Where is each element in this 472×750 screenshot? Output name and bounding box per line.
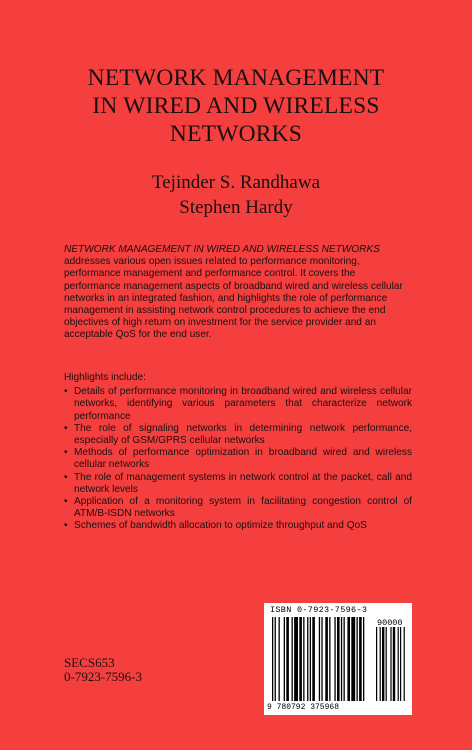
title-line: IN WIRED AND WIRELESS — [92, 93, 380, 119]
barcode-bar — [284, 617, 285, 701]
list-item-text: Application of a monitoring system in facilitating congestion control of ATM/B-ISDN networks — [74, 496, 412, 520]
barcode-isbn-text — [270, 605, 406, 615]
bullet-icon: • — [64, 496, 68, 508]
bullet-icon: • — [64, 520, 68, 532]
isbn-code: 0-7923-7596-3 — [64, 669, 142, 684]
addon-bar — [393, 627, 395, 701]
barcode-label — [264, 603, 412, 715]
list-item-text: Details of performance monitoring in broadband wired and wireless cellular networks, identifying various parameters that characterize network performance — [74, 386, 412, 422]
barcode-bar — [357, 617, 358, 701]
barcode-bar — [337, 617, 340, 701]
barcode-bar — [286, 617, 289, 701]
barcode-graphic — [264, 603, 412, 715]
list-item-text: The role of management systems in network control at the packet, call and network levels — [74, 471, 412, 495]
addon-bar — [380, 627, 381, 701]
barcode-bar — [310, 617, 311, 701]
barcode-bar — [341, 617, 342, 701]
bullet-icon: • — [64, 386, 68, 398]
highlights-heading: Highlights include: — [64, 372, 146, 383]
barcode-bar — [319, 617, 320, 701]
barcode-bar — [329, 617, 330, 701]
list-item — [64, 386, 412, 423]
title-line: NETWORKS — [169, 121, 303, 147]
barcode-bar — [334, 617, 335, 701]
barcode-isbn: ISBN 0-7923-7596-3 — [270, 605, 368, 615]
price-code: 90000 — [377, 618, 403, 628]
barcode-bar — [347, 617, 350, 701]
list-item-text: The role of signaling networks in determining network performance, especially of GSM/GPRS cellular networks — [74, 422, 412, 447]
addon-bar — [404, 627, 405, 701]
addon-bar — [390, 627, 391, 701]
barcode-bar — [299, 617, 302, 701]
barcode-bar — [294, 617, 298, 701]
barcode-bar — [351, 617, 355, 701]
barcode-bar — [272, 617, 273, 701]
bullet-icon: • — [64, 422, 68, 434]
description-body: addresses various open issues related to performance monitoring, performance management and performance control. It covers the performance management aspects of broadband wired and wireless cellular networks in an integrated fashion, and highlights the role of performance management in assisting network control procedures to achieve the end objectives of high return on investment for the service provider and an acceptable QoS for the end user. — [64, 256, 403, 341]
barcode-ean-text: 9 780792 375968 — [267, 703, 340, 712]
barcode-bar — [325, 617, 328, 701]
list-item — [64, 423, 412, 447]
title-line: NETWORK MANAGEMENT — [87, 65, 385, 91]
barcode-bar — [321, 617, 322, 701]
author-name: Tejinder S. Randhawa — [151, 172, 321, 193]
barcode-bar — [312, 617, 315, 701]
list-item-text: Methods of performance optimization in broadband wired and wireless cellular networks — [74, 447, 412, 471]
authors — [0, 170, 472, 220]
catalog-codes — [64, 656, 142, 684]
addon-bar — [400, 627, 401, 701]
list-item — [64, 472, 412, 496]
barcode-bar — [307, 617, 308, 701]
addon-bar — [386, 627, 387, 701]
author-name: Stephen Hardy — [179, 197, 293, 218]
barcode-bar — [279, 617, 280, 701]
barcode-bar — [275, 617, 276, 701]
barcode-bar — [292, 617, 293, 701]
barcode-bar — [344, 617, 345, 701]
list-item — [64, 447, 412, 471]
book-description — [64, 244, 412, 342]
addon-bar — [382, 627, 384, 701]
book-title — [0, 64, 472, 148]
series-code: SECS653 — [64, 655, 115, 670]
barcode-bar — [363, 617, 364, 701]
addon-bar — [398, 627, 399, 701]
list-item — [64, 520, 412, 532]
list-item — [64, 496, 412, 520]
highlights-section — [64, 372, 412, 533]
list-item-text: Schemes of bandwidth allocation to optimize throughput and QoS — [74, 520, 367, 532]
description-lead: NETWORK MANAGEMENT IN WIRED AND WIRELESS NETWORKS — [64, 244, 380, 255]
bullet-icon: • — [64, 471, 68, 483]
barcode-bar — [359, 617, 362, 701]
bullet-icon: • — [64, 447, 68, 459]
highlights-list — [64, 386, 412, 532]
barcode-bar — [303, 617, 304, 701]
addon-bar — [376, 627, 377, 701]
